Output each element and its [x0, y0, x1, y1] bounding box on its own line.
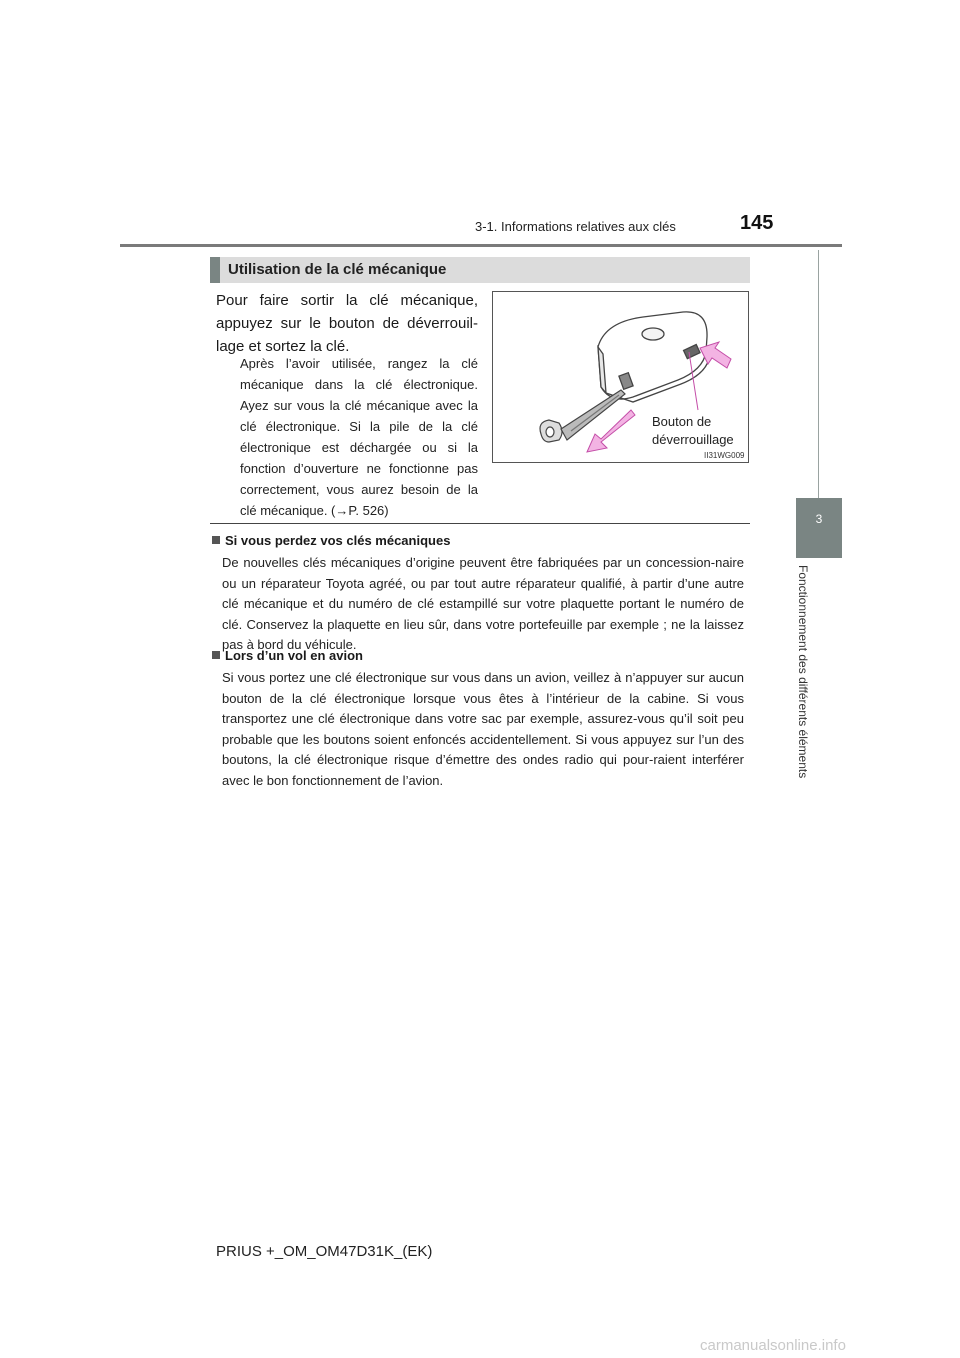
- note-title-text: Si vous perdez vos clés mécaniques: [225, 533, 451, 548]
- section-heading: Utilisation de la clé mécanique: [210, 257, 750, 283]
- electronic-key-icon: [598, 312, 710, 402]
- intro-paragraph: Pour faire sortir la clé mécanique, appuyez sur le bouton de déverrouil-lage et sortez la clé.: [216, 292, 478, 355]
- callout-line-1: Bouton de: [652, 414, 712, 429]
- footer-model-code: PRIUS +_OM_OM47D31K_(EK): [216, 1243, 433, 1260]
- note-title: [212, 533, 744, 548]
- note-air-travel: [212, 648, 744, 791]
- watermark: carmanualsonline.info: [700, 1337, 846, 1354]
- running-header-section: 3-1. Informations relatives aux clés: [475, 219, 676, 234]
- note-body: De nouvelles clés mécaniques d’origine peuvent être fabriquées par un concession-naire ou un réparateur Toyota agréé, ou par tout autre réparateur qualifié, à partir d’une autre clé mécanique et du numéro de clé estampillé sur votre plaquette portant le numéro de clé. Conservez la plaquette en lieu sûr, dans votre portefeuille par exemple ; ne la laissez pas à bord du véhicule.: [222, 555, 744, 652]
- chapter-tab: [796, 498, 842, 558]
- page-number: 145: [740, 212, 774, 234]
- side-tab-line: [818, 250, 819, 498]
- note-title-text: Lors d’un vol en avion: [225, 648, 363, 663]
- bullet-square-icon: [212, 651, 220, 659]
- usage-note: Après l’avoir utilisée, rangez la clé mécanique dans la clé électronique. Ayez sur vous la clé mécanique avec la clé électronique. Si la pile de la clé électronique est déchargée ou si la fonction d’ouverture ne fonctionne pas correctement, vous aurez besoin de la clé mécanique. (→P. 526): [240, 356, 478, 518]
- callout-line-2: déverrouillage: [652, 432, 734, 447]
- chapter-title: Fonctionnement des différents éléments: [796, 565, 810, 779]
- chapter-number: 3: [815, 512, 823, 526]
- note-title: [212, 648, 744, 663]
- section-divider: [210, 523, 750, 524]
- bullet-square-icon: [212, 536, 220, 544]
- header-rule: [120, 244, 842, 247]
- note-lost-keys: [212, 533, 744, 656]
- note-body: Si vous portez une clé électronique sur vous dans un avion, veillez à n’appuyer sur aucun bouton de la clé électronique lorsque vous êtes à l’intérieur de la cabine. Si vous transportez une clé électronique dans votre sac par exemple, assurez-vous qu’il soit peu probable que les boutons soient enfoncés accidentellement. Si vous appuyez sur l’un des boutons, la clé électronique risque d’émettre des ondes radio qui pour-raient interférer avec le bon fonctionnement de l’avion.: [222, 670, 744, 788]
- mechanical-key-icon: [540, 390, 625, 442]
- figure-code: II31WG009: [704, 451, 745, 460]
- unlock-button-callout: [652, 413, 734, 449]
